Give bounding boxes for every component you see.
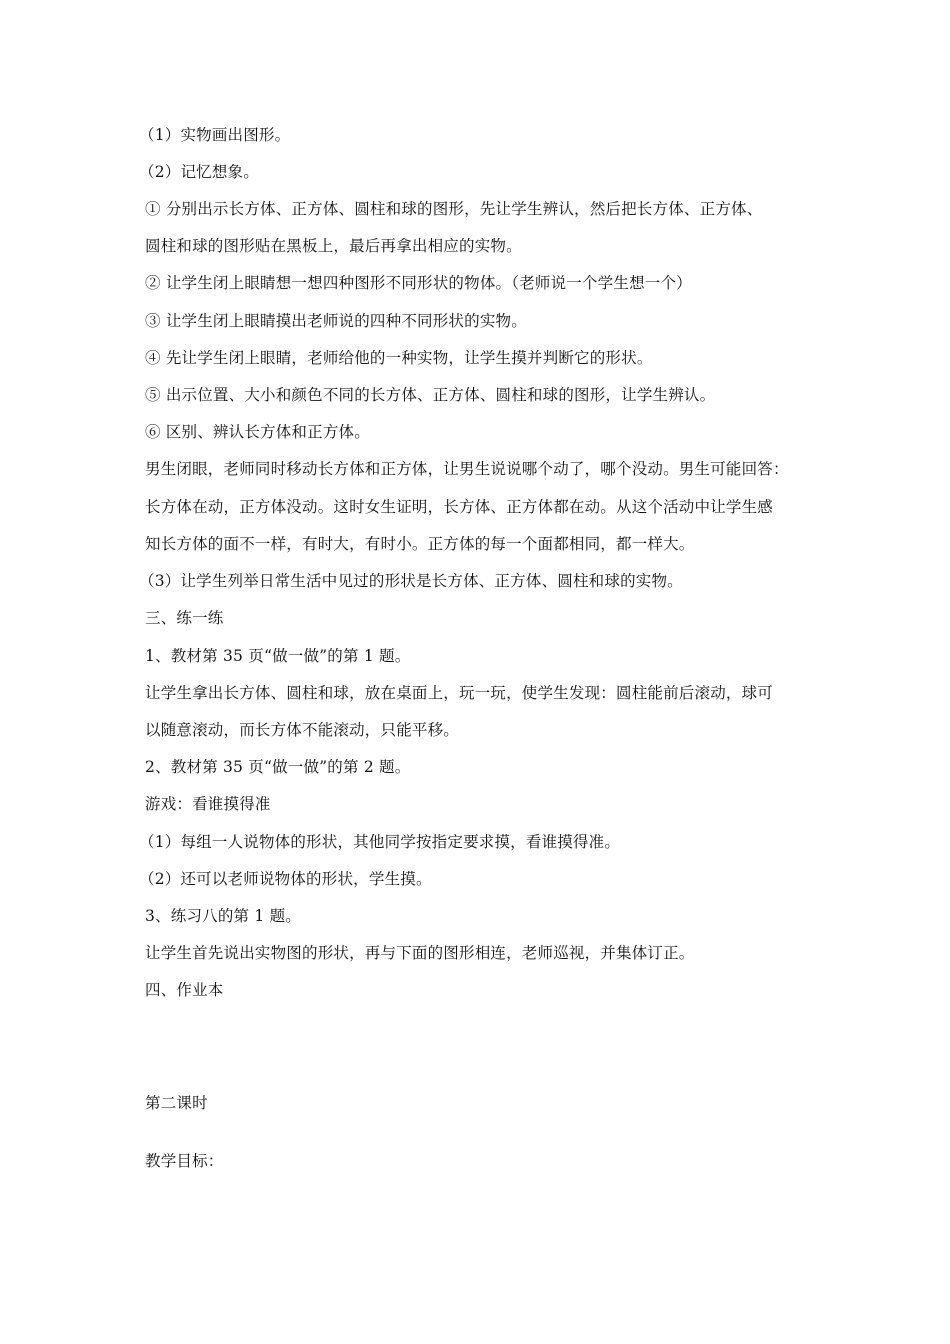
- text-line: 3、练习八的第 1 题。: [145, 907, 301, 925]
- text-line: （1）实物画出图形。: [139, 126, 291, 144]
- text-line: 让学生拿出长方体、圆柱和球，放在桌面上，玩一玩，使学生发现：圆柱能前后滚动，球可: [145, 684, 774, 702]
- text-line: 长方体在动，正方体没动。这时女生证明，长方体、正方体都在动。从这个活动中让学生感: [145, 498, 774, 516]
- text-line: 1、教材第 35 页“做一做”的第 1 题。: [145, 647, 411, 665]
- text-line: 以随意滚动，而长方体不能滚动，只能平移。: [145, 721, 460, 739]
- text-line: 知长方体的面不一样，有时大，有时小。正方体的每一个面都相同，都一样大。: [145, 535, 695, 553]
- text-line: 让学生首先说出实物图的形状，再与下面的图形相连，老师巡视，并集体订正。: [145, 944, 695, 962]
- text-line: ③ 让学生闭上眼睛摸出老师说的四种不同形状的实物。: [145, 312, 527, 330]
- section-heading: 三、练一练: [145, 609, 224, 627]
- section-heading: 四、作业本: [145, 981, 224, 999]
- objectives-heading: 教学目标：: [145, 1152, 224, 1170]
- text-line: 圆柱和球的图形贴在黑板上，最后再拿出相应的实物。: [145, 237, 522, 255]
- text-line: （3）让学生列举日常生活中见过的形状是长方体、正方体、圆柱和球的实物。: [139, 572, 683, 590]
- text-line: （1）每组一人说物体的形状，其他同学按指定要求摸，看谁摸得准。: [139, 833, 621, 851]
- text-line: ⑤ 出示位置、大小和颜色不同的长方体、正方体、圆柱和球的图形，让学生辨认。: [145, 386, 716, 404]
- text-line: ④ 先让学生闭上眼睛，老师给他的一种实物，让学生摸并判断它的形状。: [145, 349, 653, 367]
- text-line: （2）记忆想象。: [139, 163, 259, 181]
- text-line: 游戏：看谁摸得准: [145, 795, 271, 813]
- text-line: ② 让学生闭上眼睛想一想四种图形不同形状的物体。（老师说一个学生想一个）: [145, 274, 692, 292]
- text-line: 男生闭眼，老师同时移动长方体和正方体，让男生说说哪个动了，哪个没动。男生可能回答：: [145, 460, 789, 478]
- lesson-heading: 第二课时: [145, 1094, 208, 1112]
- text-line: （2）还可以老师说物体的形状，学生摸。: [139, 870, 432, 888]
- text-line: ⑥ 区别、辨认长方体和正方体。: [145, 423, 370, 441]
- text-line: 2、教材第 35 页“做一做”的第 2 题。: [145, 758, 411, 776]
- text-line: ① 分别出示长方体、正方体、圆柱和球的图形，先让学生辨认，然后把长方体、正方体、: [145, 200, 763, 218]
